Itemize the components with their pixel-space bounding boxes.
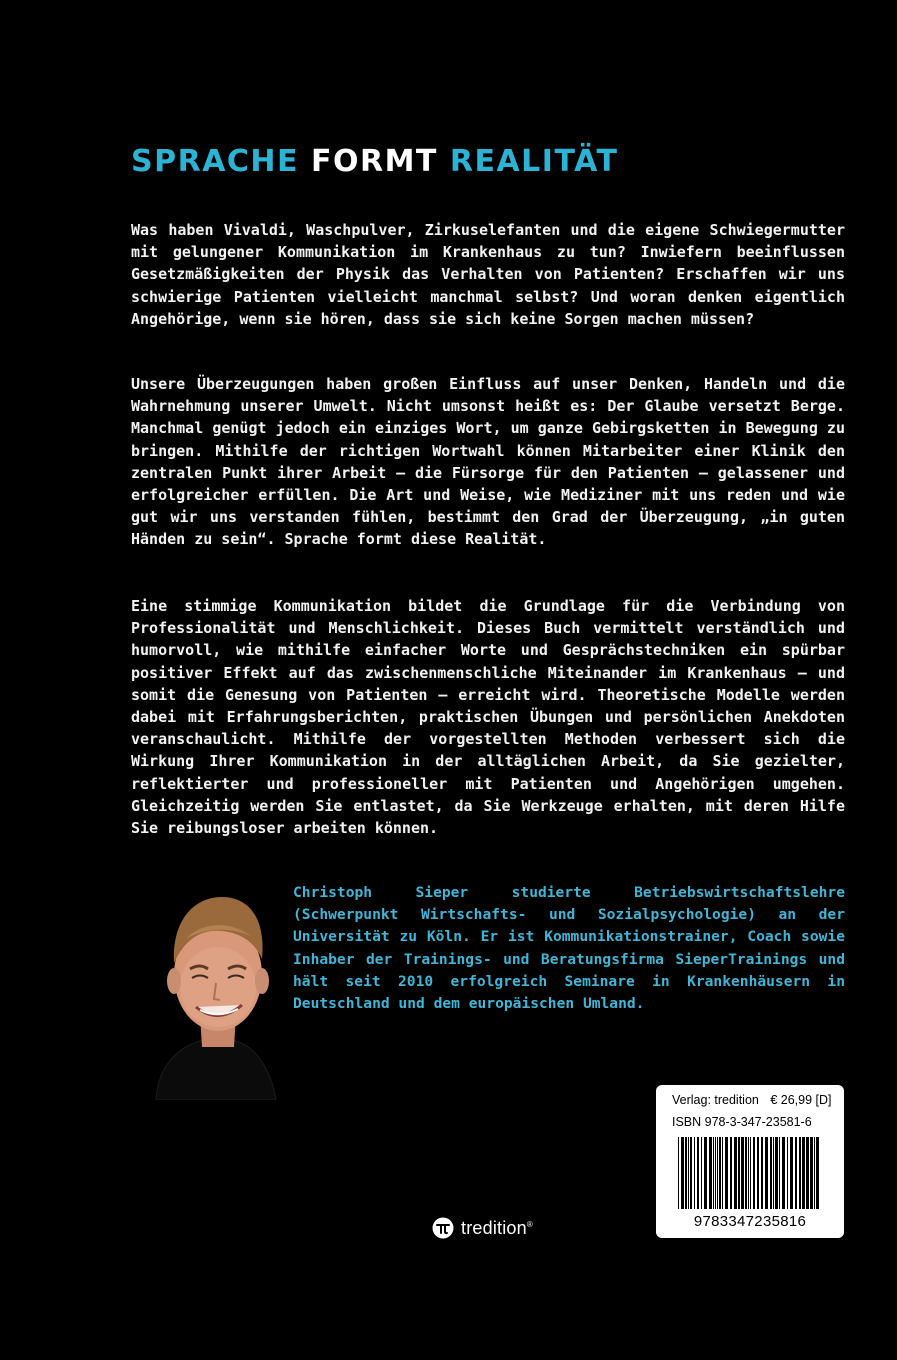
- publisher-name: [461, 1218, 533, 1239]
- barcode-bars: [678, 1137, 822, 1209]
- barcode-bar: [814, 1137, 815, 1209]
- author-bio: Christoph Sieper studierte Betriebswirtschaftslehre (Schwerpunkt Wirtschafts- und Sozialpsychologie) an der Universität zu Köln. Er ist Kommunikationstrainer, Coach sowie Inhaber der Trainings- und Beratungsfirma SieperTrainings und hält seit 2010 erfolgreich Seminare in Krankenhäusern in Deutschland und dem europäischen Umland.: [293, 884, 845, 1013]
- barcode-bar: [681, 1137, 684, 1209]
- barcode-bar: [734, 1137, 737, 1209]
- barcode-bar: [757, 1137, 759, 1209]
- barcode-bar: [745, 1137, 747, 1209]
- title-word-formt: FORMT: [310, 144, 438, 179]
- blurb-paragraph-1: Was haben Vivaldi, Waschpulver, Zirkuselefanten und die eigene Schwiegermutter mit gelungener Kommunikation im Krankenhaus zu tun? Inwiefern beeinflussen Gesetzmäßigkeiten der Physik das Verhalten von Patienten? Erschaffen wir uns schwierige Patienten vielleicht manchmal selbst? Und woran denken eigentlich Angehörige, wenn sie hören, dass sie sich keine Sorgen machen müssen?: [131, 221, 845, 328]
- barcode-bar: [694, 1137, 695, 1209]
- barcode-bar: [775, 1137, 778, 1209]
- barcode-bar: [750, 1137, 751, 1209]
- price-label: € 26,99 [D]: [770, 1093, 832, 1107]
- barcode-bar: [741, 1137, 744, 1209]
- blurb-paragraph-3: Eine stimmige Kommunikation bildet die Grundlage für die Verbindung von Professionalität und Menschlichkeit. Dieses Buch vermittelt verständlich und humorvoll, wie mithilfe einfacher Worte und Gesprächstechniken ein spürbar positiver Effekt auf das zwischenmenschliche Miteinander im Krankenhaus – und somit die Genesung von Patienten – erreicht wird. Theoretische Modelle werden dabei mit Erfahrungsberichten, praktischen Übungen und persönlichen Anekdoten veranschaulicht. Mithilfe der vorgestellten Methoden verbessert sich die Wirkung Ihrer Kommunikation in der alltäglichen Arbeit, da Sie gezielter, reflektierter und professioneller mit Patienten und Angehörigen umgehen. Gleichzeitig werden Sie entlastet, da Sie Werkzeuge erhalten, mit deren Hilfe Sie reibungsloser arbeiten können.: [131, 597, 845, 838]
- title-word-sprache: SPRACHE: [131, 144, 300, 179]
- barcode-bar: [685, 1137, 687, 1209]
- barcode-bar: [725, 1137, 728, 1209]
- barcode-bar: [717, 1137, 718, 1209]
- book-title: [131, 144, 618, 179]
- barcode-bar: [730, 1137, 732, 1209]
- barcode-bar: [704, 1137, 707, 1209]
- barcode-bar: [719, 1137, 721, 1209]
- barcode-bar: [701, 1137, 702, 1209]
- barcode-bar: [806, 1137, 809, 1209]
- barcode-bar: [761, 1137, 763, 1209]
- publisher-name-text: tredition: [461, 1217, 527, 1238]
- tredition-logo-icon: [432, 1217, 454, 1239]
- barcode-bar: [773, 1137, 774, 1209]
- barcode-bar: [753, 1137, 755, 1209]
- barcode-bar: [802, 1137, 805, 1209]
- barcode-bar: [722, 1137, 723, 1209]
- barcode-bar: [690, 1137, 692, 1209]
- barcode-bar: [770, 1137, 772, 1209]
- barcode-bar: [678, 1137, 679, 1209]
- barcode-bar: [810, 1137, 813, 1209]
- barcode-bar: [787, 1137, 788, 1209]
- barcode-bar: [816, 1137, 819, 1209]
- barcode-bar: [697, 1137, 699, 1209]
- barcode-bar: [779, 1137, 780, 1209]
- barcode-bar: [782, 1137, 785, 1209]
- barcode-bar: [748, 1137, 749, 1209]
- barcode-bar: [795, 1137, 797, 1209]
- publisher-logo: [432, 1216, 533, 1240]
- registered-mark: ®: [526, 1219, 533, 1229]
- barcode-bar: [799, 1137, 801, 1209]
- barcode-bar: [713, 1137, 714, 1209]
- title-word-realitaet: REALITÄT: [449, 144, 619, 179]
- barcode-header: [672, 1093, 832, 1107]
- barcode-label: [656, 1085, 844, 1238]
- isbn-label: ISBN 978-3-347-23581-6: [672, 1115, 812, 1129]
- barcode-bar: [715, 1137, 716, 1209]
- barcode-bar: [738, 1137, 740, 1209]
- author-portrait: [148, 875, 278, 1100]
- barcode-bar: [688, 1137, 689, 1209]
- barcode-bar: [790, 1137, 793, 1209]
- barcode-bar: [765, 1137, 768, 1209]
- ean-number: 9783347235816: [693, 1213, 807, 1230]
- blurb-paragraph-2: Unsere Überzeugungen haben großen Einfluss auf unser Denken, Handeln und die Wahrnehmung unserer Umwelt. Nicht umsonst heißt es: Der Glaube versetzt Berge. Manchmal genügt jedoch ein einziges Wort, um ganze Gebirgsketten in Bewegung zu bringen. Mithilfe der richtigen Wortwahl können Mitarbeiter einer Klinik den zentralen Punkt ihrer Arbeit – die Fürsorge für den Patienten – gelassener und erfolgreicher erfüllen. Die Art und Weise, wie Mediziner mit uns reden und wie gut wir uns verstanden fühlen, bestimmt den Grad der Überzeugung, „in guten Händen zu sein“. Sprache formt diese Realität.: [131, 375, 845, 549]
- publisher-label: Verlag: tredition: [672, 1093, 759, 1107]
- barcode-bar: [709, 1137, 712, 1209]
